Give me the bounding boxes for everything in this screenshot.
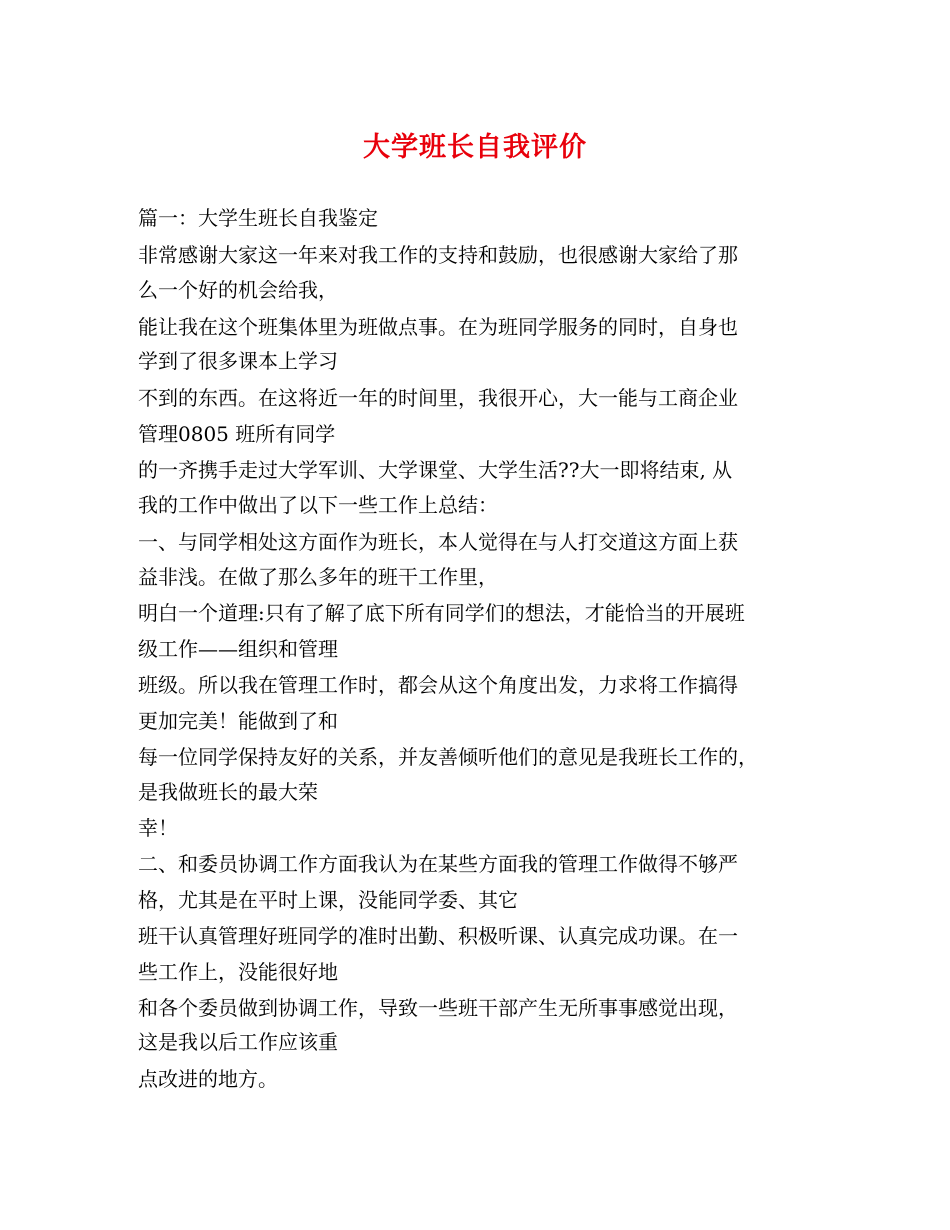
text-line: 不到的东西。在这将近一年的时间里，我很开心，大一能与工商企业 (138, 386, 738, 410)
text-line: 班级。所以我在管理工作时，都会从这个角度出发，力求将工作搞得 (138, 673, 738, 697)
text-line: 这是我以后工作应该重 (138, 1030, 338, 1054)
heading-line: 篇一：大学生班长自我鉴定 (138, 206, 378, 230)
text-line: 二、和委员协调工作方面我认为在某些方面我的管理工作做得不够严 (138, 852, 738, 876)
text-line: 是我做班长的最大荣 (138, 780, 318, 804)
document-title: 大学班长自我评价 (363, 132, 587, 163)
text-line: 我的工作中做出了以下一些工作上总结： (138, 493, 498, 517)
text-line: 更加完美！能做到了和 (138, 709, 338, 733)
text-line: 和各个委员做到协调工作，导致一些班干部产生无所事事感觉出现， (138, 996, 738, 1020)
text-line: 么一个好的机会给我， (138, 278, 338, 302)
text-line: 管理0805 班所有同学 (138, 422, 336, 446)
text-line: 点改进的地方。 (138, 1067, 278, 1091)
text-line: 益非浅。在做了那么多年的班干工作里， (138, 565, 498, 589)
text-line: 明白一个道理:只有了解了底下所有同学们的想法，才能恰当的开展班 (138, 601, 745, 625)
text-line: 幸！ (138, 816, 178, 840)
text-line: 学到了很多课本上学习 (138, 349, 338, 373)
text-line: 的一齐携手走过大学军训、大学课堂、大学生活??大一即将结束, 从 (138, 458, 733, 482)
text-line: 些工作上，没能很好地 (138, 960, 338, 984)
text-line: 非常感谢大家这一年来对我工作的支持和鼓励，也很感谢大家给了那 (138, 243, 738, 267)
text-line: 每一位同学保持友好的关系，并友善倾听他们的意见是我班长工作的， (138, 745, 758, 769)
text-line: 级工作——组织和管理 (138, 637, 338, 661)
text-line: 格，尤其是在平时上课，没能同学委、其它 (138, 888, 518, 912)
text-line: 能让我在这个班集体里为班做点事。在为班同学服务的同时，自身也 (138, 315, 738, 339)
text-line: 一、与同学相处这方面作为班长，本人觉得在与人打交道这方面上获 (138, 530, 738, 554)
text-line: 班干认真管理好班同学的准时出勤、积极听课、认真完成功课。在一 (138, 924, 738, 948)
